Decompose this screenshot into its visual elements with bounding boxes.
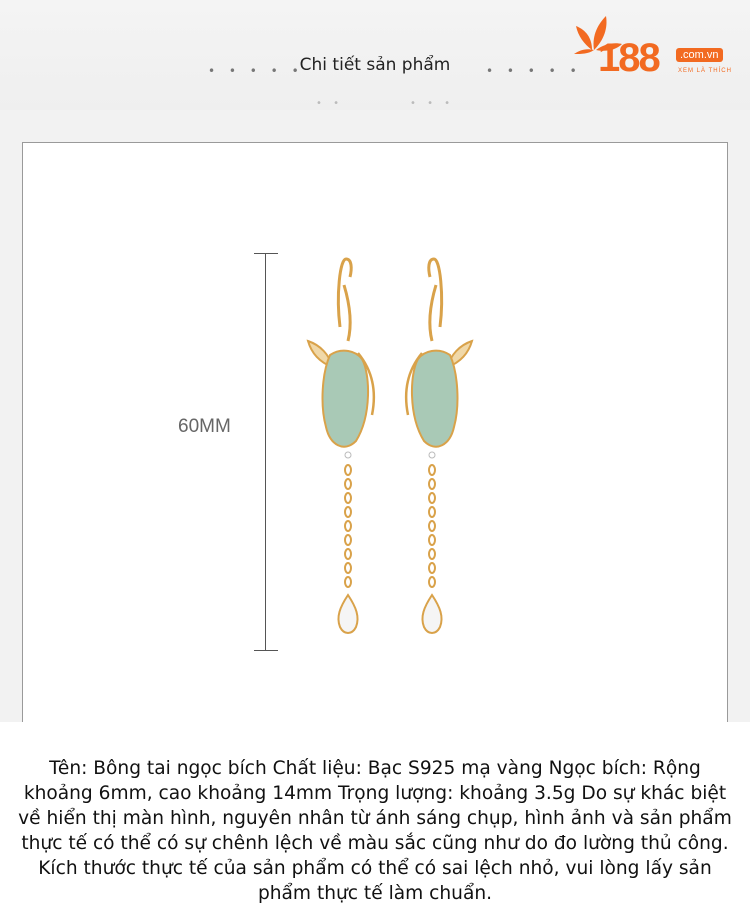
earring-right-image — [390, 255, 480, 645]
product-description-text: Tên: Bông tai ngọc bích Chất liệu: Bạc S925 mạ vàng Ngọc bích: Rộng khoảng 6mm, cao khoảng 14mm Trọng lượng: khoảng 3.5g Do sự khác biệt về hiển thị màn hình, nguyên nhân từ ánh sáng chụp, hình ảnh và sản phẩm thực tế có thể có sự chênh lệch về màu sắc cũng như do đo lường thủ công. Kích thước thực tế của sản phẩm có thể có sai lệch nhỏ, vui lòng lấy sản phẩm thực tế làm chuẩn. — [18, 758, 732, 904]
measurement-bar — [254, 253, 278, 651]
decorative-dots-right: • • • • • — [486, 64, 582, 78]
logo-slogan: XEM LÀ THÍCH — [678, 68, 732, 74]
section-title: Chi tiết sản phẩm — [299, 55, 451, 75]
brand-logo[interactable] — [574, 14, 746, 84]
logo-domain: .com.vn — [676, 48, 723, 62]
decorative-subdots-right: • • • — [410, 98, 455, 109]
decorative-dots-left: • • • • • — [208, 64, 304, 78]
product-description-panel — [0, 722, 750, 924]
decorative-subdots-left: • • — [316, 98, 343, 109]
earring-left-image — [300, 255, 390, 645]
logo-number: 188 — [598, 36, 659, 80]
measurement-label: 60MM — [178, 416, 231, 437]
